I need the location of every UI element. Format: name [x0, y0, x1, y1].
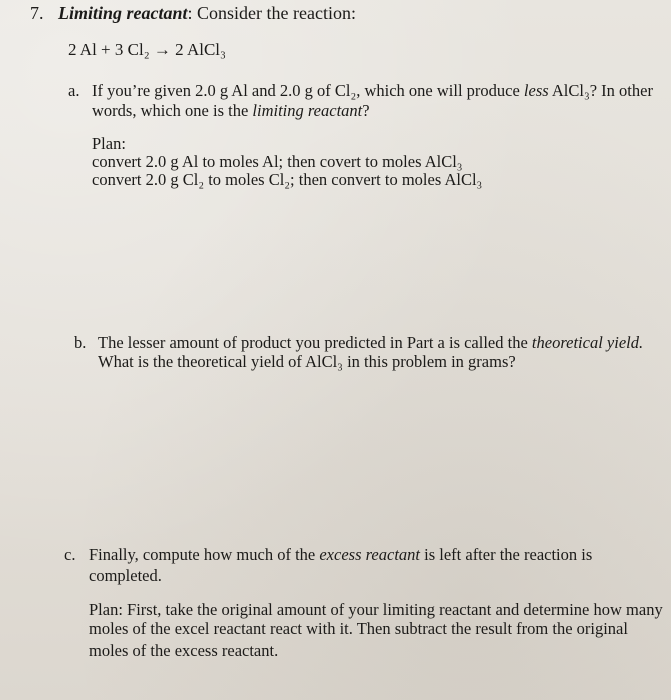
part-a-plan-title: Plan:: [92, 134, 126, 153]
part-b-line1-italic: theoretical yield.: [531, 333, 644, 352]
part-c-label: c.: [64, 545, 76, 564]
part-b-line1-pre: The lesser amount of product you predicted in Part a is called the: [98, 333, 532, 352]
part-c-line1-pre: Finally, compute how much of the: [89, 545, 320, 564]
part-a-label: a.: [68, 81, 80, 100]
part-b-question-line-2: What is the theoretical yield of AlCl₃ in this problem in grams?: [98, 352, 516, 371]
part-c-question-line-1: [89, 545, 592, 565]
part-a-line1-italic: less: [523, 81, 549, 100]
part-c-plan-line-2: moles of the excel reactant react with it. Then subtract the result from the original: [89, 619, 628, 638]
part-c-plan-line-1: Plan: First, take the original amount of your limiting reactant and determine how many: [89, 600, 663, 619]
part-b-question-line-1: [98, 333, 643, 353]
part-b-label: b.: [74, 333, 87, 352]
part-c-line1-post: is left after the reaction is: [420, 545, 593, 564]
question-title-rest: : Consider the reaction:: [187, 3, 356, 23]
reaction-equation: 2 Al + 3 Cl₂ → 2 AlCl₃: [68, 40, 226, 59]
question-title: [58, 3, 356, 23]
part-a-line1-post: AlCl₃? In other: [548, 81, 653, 100]
part-c-plan-line-3: moles of the excess reactant.: [89, 641, 279, 660]
part-a-question-line-2: [92, 101, 370, 121]
part-a-line2-italic: limiting reactant: [252, 101, 363, 120]
question-number: 7.: [30, 3, 44, 23]
part-a-line1-pre: If you’re given 2.0 g Al and 2.0 g of Cl₂, which one will produce: [92, 81, 524, 100]
part-a-line2-post: ?: [362, 101, 370, 120]
part-a-plan-line-2: convert 2.0 g Cl₂ to moles Cl₂; then convert to moles AlCl₃: [92, 170, 483, 189]
part-a-question-line-1: [92, 81, 653, 101]
part-a-plan-line-1: convert 2.0 g Al to moles Al; then covert to moles AlCl₃: [92, 152, 463, 171]
part-c-question-line-2: completed.: [89, 566, 162, 585]
part-a-line2-pre: words, which one is the: [92, 101, 253, 120]
part-c-line1-italic: excess reactant: [319, 545, 420, 564]
question-title-italic: Limiting reactant: [58, 3, 188, 23]
